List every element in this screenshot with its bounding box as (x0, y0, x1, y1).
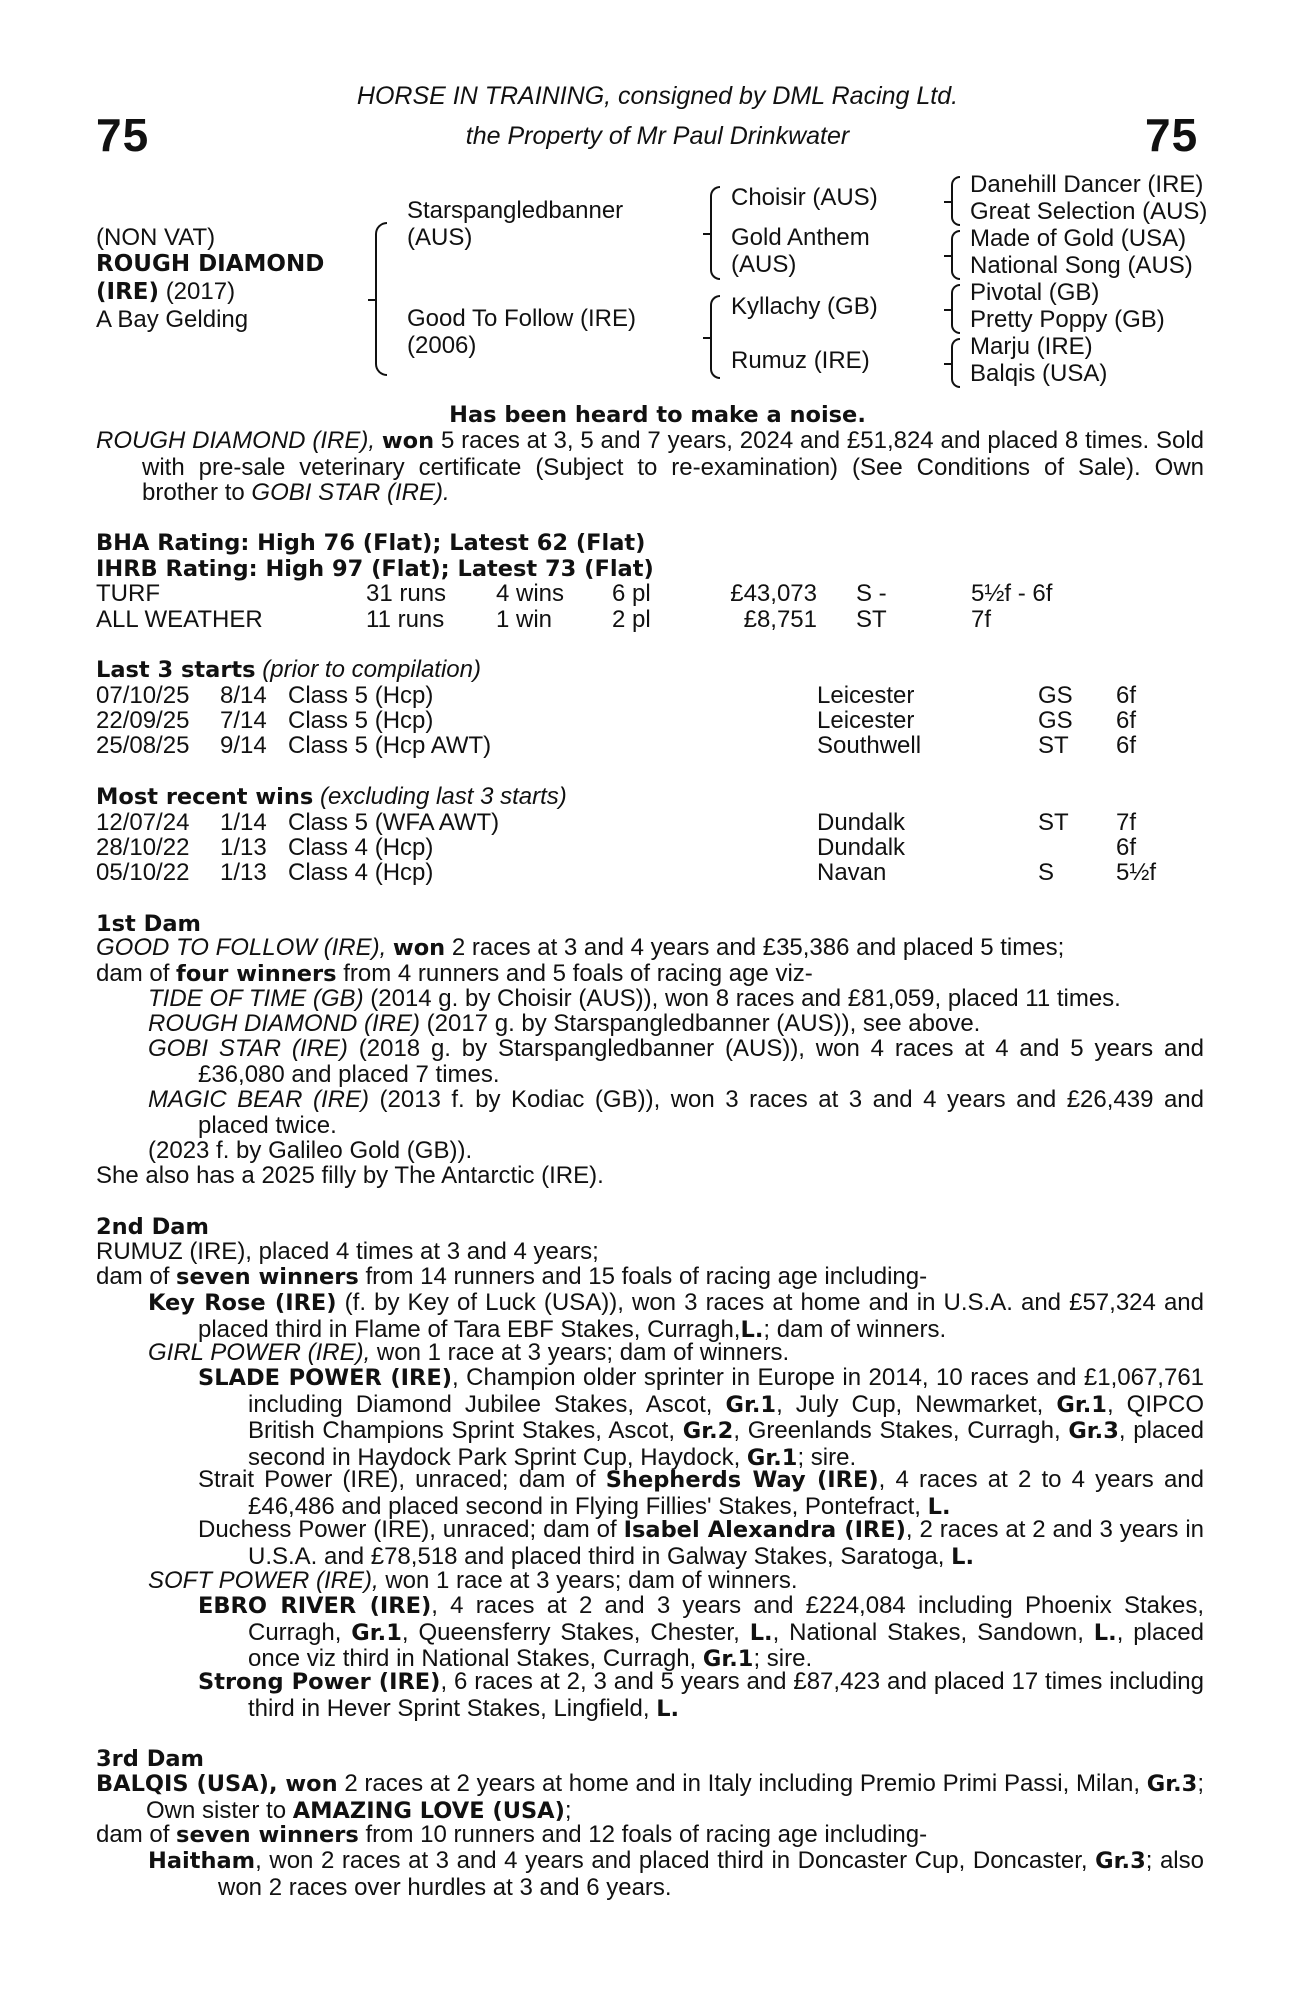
progeny-text: , National Stakes, Sandown, (772, 1618, 1084, 1646)
gen3-ancestor: Balqis (USA) (970, 360, 1108, 387)
start-race: Class 5 (Hcp AWT) (288, 732, 492, 759)
third-dam-text: ; Own sister to (146, 1770, 1204, 1824)
recent-wins-heading (96, 783, 567, 811)
start-distance: 6f (1116, 707, 1137, 734)
dam: Good To Follow (IRE) (2006) (407, 305, 636, 359)
summary-won: won (381, 428, 435, 454)
summary-paragraph (96, 428, 1204, 506)
group-tag: Gr.3 (1146, 1771, 1198, 1797)
progeny-text: (f. by Key of Luck (USA)), won 3 races at home and in U.S.A. and £57,324 and placed third in Flame of Tara EBF Stakes, Curragh, (198, 1289, 1205, 1343)
progeny-text: , 2 races at 2 and 3 years in U.S.A. and £78,518 and placed third in Galway Stakes, Saratoga, (248, 1516, 1205, 1570)
win-distance: 7f (1116, 809, 1137, 836)
progeny-name: EBRO RIVER (IRE) (198, 1593, 432, 1619)
win-race: Class 5 (WFA AWT) (288, 809, 500, 836)
gen3-ancestor: Made of Gold (USA) (970, 225, 1187, 252)
second-dam-dam-of: dam of (96, 1263, 170, 1290)
listed-tag: L. (749, 1619, 773, 1646)
first-dam-line2 (96, 961, 1206, 988)
group-tag: Gr.1 (746, 1444, 798, 1471)
third-dam-runners: from 10 runners and 12 foals of racing age including- (365, 1821, 928, 1848)
win-going: S (1038, 859, 1055, 886)
progeny-name: Isabel Alexandra (IRE) (623, 1517, 906, 1543)
first-dam-heading: 1st Dam (96, 911, 201, 937)
progeny-text: , placed second in Haydock Park Sprint Cup, Haydock, (248, 1417, 1204, 1471)
progeny-text: , 4 races at 2 and 3 years and £224,084 including Phoenix Stakes, Curragh, (248, 1592, 1205, 1646)
horse-name: ROUGH DIAMOND (96, 251, 325, 277)
progeny-text: ; dam of winners. (763, 1315, 947, 1343)
progeny-text: ; also won 2 races over hurdles at 3 and 6 years. (218, 1847, 1204, 1901)
listed-tag: L. (740, 1316, 764, 1343)
lot-number-right: 75 (1145, 109, 1199, 161)
progeny-name: GIRL POWER (IRE), (148, 1339, 371, 1366)
progeny-entry (148, 1340, 1204, 1366)
progeny-text: , Champion older sprinter in Europe in 2014, 10 races and £1,067,761 including Diamond Jubilee Stakes, Ascot, (248, 1364, 1205, 1418)
summary-brother: GOBI STAR (IRE). (251, 479, 450, 506)
start-position: 8/14 (220, 682, 267, 709)
progeny-text: ; sire. (797, 1443, 857, 1471)
start-going: ST (1038, 732, 1069, 759)
record-placed: 2 pl (612, 606, 651, 633)
record-going: ST (856, 606, 887, 633)
progeny-entry (198, 1467, 1204, 1520)
pedigree-gen3 (970, 171, 1207, 387)
recent-wins-title: Most recent wins (96, 784, 314, 810)
last-starts-heading (96, 656, 481, 684)
start-course: Leicester (817, 682, 915, 709)
gen3-ancestor: National Song (AUS) (970, 252, 1193, 279)
third-dam-name: BALQIS (USA), won (96, 1771, 338, 1797)
progeny-text: Duchess Power (IRE), unraced; dam of (198, 1516, 617, 1543)
header-title-line2: the Property of Mr Paul Drinkwater (465, 122, 850, 150)
gen3-brace-1 (951, 176, 960, 226)
pedigree-brace-main (375, 222, 387, 376)
record-runs: 31 runs (366, 580, 447, 607)
progeny-entry (198, 1593, 1204, 1673)
progeny-entry (148, 1848, 1204, 1900)
progeny-entry (148, 1011, 1254, 1037)
sire-dam: Gold Anthem (AUS) (731, 224, 870, 278)
record-distance: 7f (971, 606, 992, 633)
progeny-name: Strong Power (IRE) (198, 1669, 441, 1695)
record-going: S - (856, 580, 887, 607)
progeny-text: , July Cup, Newmarket, (776, 1390, 1044, 1418)
last-starts-title: Last 3 starts (96, 657, 256, 683)
third-dam-text: ; (564, 1796, 572, 1824)
win-course: Navan (817, 859, 887, 886)
third-dam-dam-of: dam of (96, 1821, 170, 1848)
record-prize: £43,073 (730, 580, 817, 607)
third-dam-winners: seven winners (176, 1822, 359, 1848)
group-tag: Gr.1 (702, 1646, 754, 1672)
listed-tag: L. (656, 1695, 680, 1722)
progeny-entry (148, 986, 1254, 1012)
group-tag: Gr.1 (1056, 1391, 1107, 1418)
record-wins: 1 win (496, 606, 553, 633)
progeny-text: , won 2 races at 3 and 4 years and placed third in Doncaster Cup, Doncaster, (255, 1847, 1088, 1874)
horse-name-line2 (96, 278, 324, 306)
start-course: Southwell (817, 732, 922, 759)
horse-identity (96, 224, 324, 333)
progeny-entry (198, 1365, 1204, 1471)
gen3-ancestor: Pretty Poppy (GB) (970, 306, 1165, 333)
win-course: Dundalk (817, 834, 906, 861)
progeny-name: TIDE OF TIME (GB) (148, 985, 364, 1012)
start-position: 7/14 (220, 707, 267, 734)
second-dam-winners: seven winners (176, 1264, 359, 1290)
progeny-text: won 1 race at 3 years; dam of winners. (376, 1339, 790, 1366)
gen3-brace-2 (951, 230, 960, 280)
pedigree-brace-dam (710, 295, 720, 379)
record-runs: 11 runs (366, 606, 445, 633)
gen3-ancestor: Danehill Dancer (IRE) (970, 171, 1204, 198)
third-dam-paragraph (96, 1771, 1204, 1824)
last-starts-note: (prior to compilation) (262, 656, 481, 683)
progeny-text: (2017 g. by Starspangledbanner (AUS)), see above. (426, 1010, 981, 1037)
dam-sire: Kyllachy (GB) (731, 293, 878, 320)
first-dam-winners: four winners (176, 961, 337, 987)
first-dam-won: won (392, 935, 446, 961)
ihrb-rating: IHRB Rating: High 97 (Flat); Latest 73 (Flat) (96, 556, 654, 582)
second-dam-line2 (96, 1264, 1206, 1291)
progeny-entry (148, 1568, 1204, 1594)
win-going: ST (1038, 809, 1069, 836)
group-tag: Gr.3 (1068, 1418, 1119, 1444)
start-going: GS (1038, 682, 1073, 709)
first-dam-also: She also has a 2025 filly by The Antarctic (IRE). (96, 1162, 604, 1189)
noise-note: Has been heard to make a noise. (449, 402, 866, 428)
second-dam-runners: from 14 runners and 15 foals of racing age including- (365, 1263, 928, 1290)
first-dam-name: GOOD TO FOLLOW (IRE), (96, 934, 387, 961)
group-tag: Gr.3 (1095, 1848, 1146, 1874)
win-position: 1/13 (220, 834, 267, 861)
progeny-text: , 6 races at 2, 3 and 5 years and £87,423 and placed 17 times including third in Hever Sprint Stakes, Lingfield, (248, 1668, 1204, 1722)
record-surface: TURF (96, 580, 160, 607)
progeny-text: ; sire. (753, 1645, 813, 1672)
progeny-entry (148, 1036, 1204, 1087)
third-dam-sister: AMAZING LOVE (USA) (292, 1797, 565, 1824)
progeny-name: SOFT POWER (IRE), (148, 1567, 379, 1594)
win-distance: 6f (1116, 834, 1137, 861)
start-distance: 6f (1116, 682, 1137, 709)
win-distance: 5½f (1116, 859, 1157, 886)
progeny-entry (148, 1290, 1204, 1343)
progeny-name: ROUGH DIAMOND (IRE) (148, 1010, 420, 1037)
progeny-entry (198, 1669, 1204, 1722)
progeny-text: , QIPCO British Champions Sprint Stakes, Ascot, (248, 1390, 1205, 1444)
third-dam-heading: 3rd Dam (96, 1746, 204, 1772)
win-race: Class 4 (Hcp) (288, 859, 434, 886)
group-tag: Gr.1 (351, 1619, 402, 1646)
second-dam-line1: RUMUZ (IRE), placed 4 times at 3 and 4 years; (96, 1238, 599, 1265)
progeny-name: Shepherds Way (IRE) (605, 1467, 879, 1493)
record-surface: ALL WEATHER (96, 606, 263, 633)
summary-horse-name: ROUGH DIAMOND (IRE), (96, 427, 375, 454)
progeny-text: , 4 races at 2 to 4 years and £46,486 and placed second in Flying Fillies' Stakes, Pontefract, (248, 1466, 1204, 1520)
pedigree-brace-sire (710, 186, 720, 280)
progeny-entry (198, 1517, 1204, 1570)
listed-tag: L. (1093, 1619, 1117, 1646)
record-wins: 4 wins (496, 580, 565, 607)
gen3-ancestor: Great Selection (AUS) (970, 198, 1208, 225)
recent-wins-note: (excluding last 3 starts) (319, 783, 567, 810)
gen3-brace-4 (951, 338, 960, 388)
third-dam-text: 2 races at 2 years at home and in Italy including Premio Primi Passi, Milan, (344, 1770, 1141, 1797)
start-position: 9/14 (220, 732, 267, 759)
progeny-text: (2018 g. by Starspangledbanner (AUS)), won 4 races at 4 and 5 years and £36,080 and placed 7 times. (198, 1035, 1205, 1088)
start-date: 25/08/25 (96, 732, 190, 759)
summary-text: 5 races at 3, 5 and 7 years, 2024 and £51,824 and placed 8 times. Sold with pre-sale veterinary certificate (Subject to re-examination) (See Conditions of Sale). Own brother to (142, 427, 1204, 506)
listed-tag: L. (951, 1543, 974, 1570)
second-dam-heading: 2nd Dam (96, 1214, 209, 1240)
gen3-ancestor: Pivotal (GB) (970, 279, 1100, 306)
start-race: Class 5 (Hcp) (288, 707, 434, 734)
sire-sire: Choisir (AUS) (731, 184, 878, 211)
progeny-text: , Greenlands Stakes, Curragh, (733, 1417, 1061, 1444)
horse-country: (IRE) (96, 279, 160, 305)
progeny-text: , Queensferry Stakes, Chester, (401, 1618, 740, 1646)
sire: Starspangledbanner (AUS) (407, 197, 624, 251)
progeny-entry: (2023 f. by Galileo Gold (GB)). (148, 1137, 473, 1164)
start-going: GS (1038, 707, 1073, 734)
record-distance: 5½f - 6f (971, 580, 1053, 607)
first-dam-line1 (96, 935, 1206, 962)
start-distance: 6f (1116, 732, 1137, 759)
start-course: Leicester (817, 707, 915, 734)
first-dam-runners: from 4 runners and 5 foals of racing age viz- (343, 960, 813, 987)
vat-status: (NON VAT) (96, 224, 216, 251)
win-race: Class 4 (Hcp) (288, 834, 434, 861)
header-title-line1: HORSE IN TRAINING, consigned by DML Racing Ltd. (356, 82, 959, 110)
win-date: 12/07/24 (96, 809, 190, 836)
horse-year: (2017) (165, 278, 236, 305)
win-course: Dundalk (817, 809, 906, 836)
progeny-name: Key Rose (IRE) (148, 1290, 337, 1316)
progeny-name: GOBI STAR (IRE) (148, 1035, 348, 1062)
win-position: 1/13 (220, 859, 267, 886)
first-dam-dam-of: dam of (96, 960, 170, 987)
group-tag: Gr.2 (682, 1418, 734, 1444)
gen3-ancestor: Marju (IRE) (970, 333, 1093, 360)
start-race: Class 5 (Hcp) (288, 682, 434, 709)
first-dam-record: 2 races at 3 and 4 years and £35,386 and placed 5 times; (451, 934, 1065, 961)
group-tag: Gr.1 (725, 1391, 777, 1418)
dam-dam: Rumuz (IRE) (731, 347, 870, 374)
progeny-text: won 1 race at 3 years; dam of winners. (385, 1567, 798, 1594)
record-placed: 6 pl (612, 580, 651, 607)
progeny-entry (148, 1087, 1204, 1138)
progeny-text: Strait Power (IRE), unraced; dam of (198, 1466, 596, 1493)
lot-number-left: 75 (96, 109, 150, 161)
progeny-name: MAGIC BEAR (IRE) (148, 1086, 369, 1113)
progeny-name: SLADE POWER (IRE) (198, 1365, 453, 1391)
bha-rating: BHA Rating: High 76 (Flat); Latest 62 (Flat) (96, 530, 646, 556)
start-date: 07/10/25 (96, 682, 190, 709)
start-date: 22/09/25 (96, 707, 190, 734)
win-position: 1/14 (220, 809, 267, 836)
horse-description: A Bay Gelding (96, 306, 249, 333)
win-date: 05/10/22 (96, 859, 190, 886)
progeny-text: (2014 g. by Choisir (AUS)), won 8 races and £81,059, placed 11 times. (370, 985, 1121, 1012)
progeny-text: , placed once viz third in National Stakes, Curragh, (248, 1618, 1204, 1672)
record-prize: £8,751 (743, 606, 817, 633)
listed-tag: L. (927, 1493, 951, 1520)
progeny-text: (2013 f. by Kodiac (GB)), won 3 races at 3 and 4 years and £26,439 and placed twice. (198, 1086, 1204, 1139)
gen3-brace-3 (951, 284, 960, 334)
win-date: 28/10/22 (96, 834, 190, 861)
progeny-name: Haitham (148, 1848, 256, 1874)
third-dam-line2 (96, 1822, 1206, 1849)
